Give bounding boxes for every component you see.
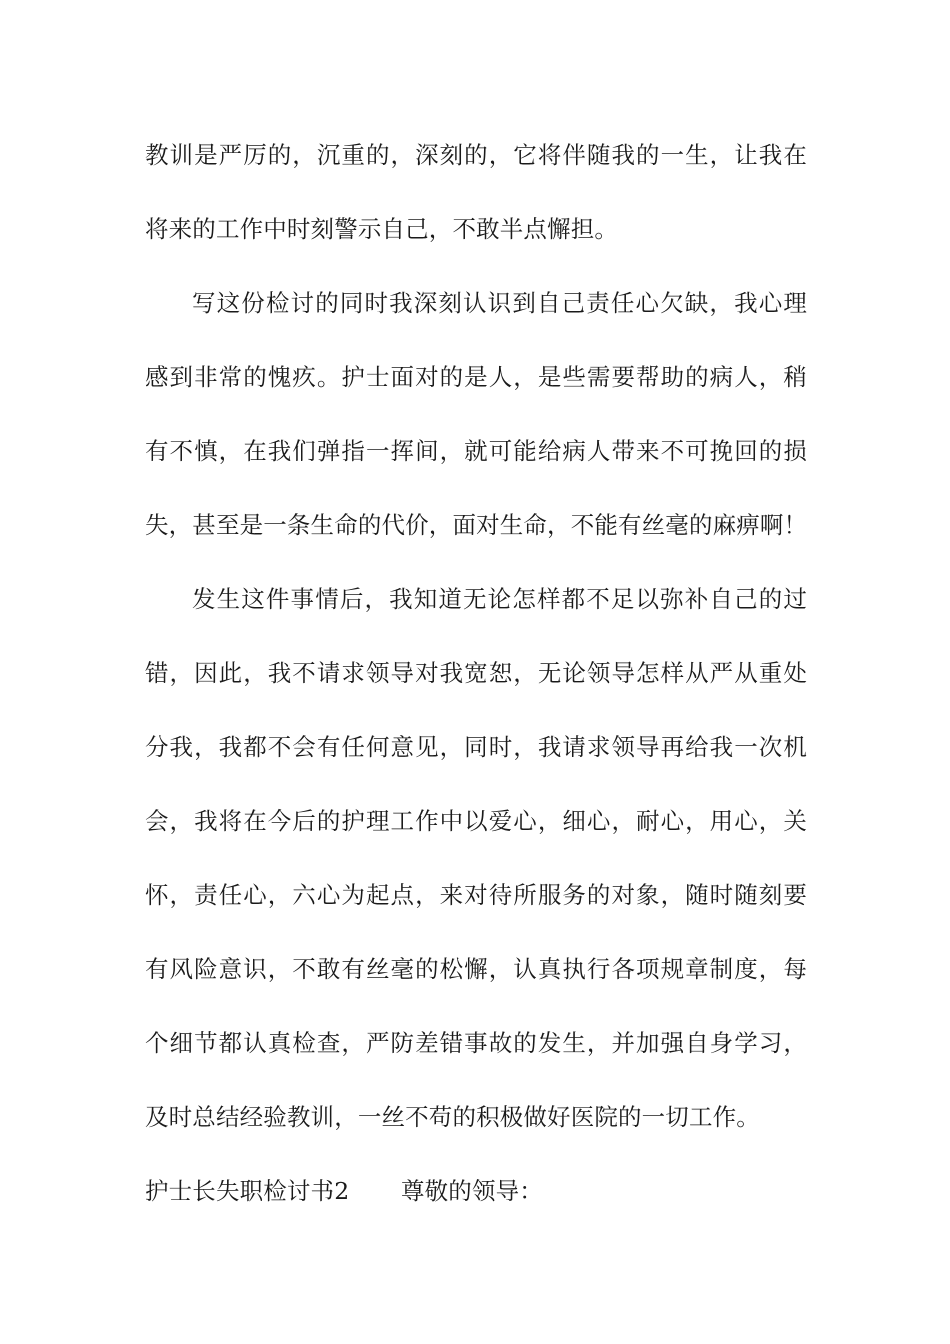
paragraph-line: 错，因此，我不请求领导对我宽恕，无论领导怎样从严从重处 (145, 659, 807, 687)
document-body (145, 118, 807, 1228)
next-section-heading (145, 1154, 807, 1228)
paragraph-line: 怀，责任心，六心为起点，来对待所服务的对象，随时随刻要 (145, 881, 807, 909)
paragraph-line: 感到非常的愧疚。护士面对的是人，是些需要帮助的病人，稍 (145, 363, 807, 391)
paragraph-line: 失，甚至是一条生命的代价，面对生命，不能有丝毫的麻痹啊！ (145, 511, 808, 539)
salutation: 尊敬的领导： (401, 1177, 543, 1205)
paragraph-line: 发生这件事情后，我知道无论怎样都不足以弥补自己的过 (192, 585, 807, 613)
paragraph-line: 及时总结经验教训，一丝不苟的积极做好医院的一切工作。 (145, 1103, 760, 1131)
paragraph-line: 有风险意识，不敢有丝毫的松懈，认真执行各项规章制度，每 (145, 955, 807, 983)
paragraph-line: 写这份检讨的同时我深刻认识到自己责任心欠缺，我心理 (192, 289, 807, 317)
paragraph-line: 教训是严厉的，沉重的，深刻的，它将伴随我的一生，让我在 (145, 141, 807, 169)
paragraph-line: 有不慎，在我们弹指一挥间，就可能给病人带来不可挽回的损 (145, 437, 807, 465)
next-document-title: 护士长失职检讨书2 (145, 1177, 350, 1205)
paragraph-line: 分我，我都不会有任何意见，同时，我请求领导再给我一次机 (145, 733, 807, 761)
paragraph-line: 将来的工作中时刻警示自己，不敢半点懈担。 (145, 215, 618, 243)
paragraph-line: 个细节都认真检查，严防差错事故的发生，并加强自身学习， (145, 1029, 807, 1057)
paragraph-line: 会，我将在今后的护理工作中以爱心，细心，耐心，用心，关 (145, 807, 807, 835)
